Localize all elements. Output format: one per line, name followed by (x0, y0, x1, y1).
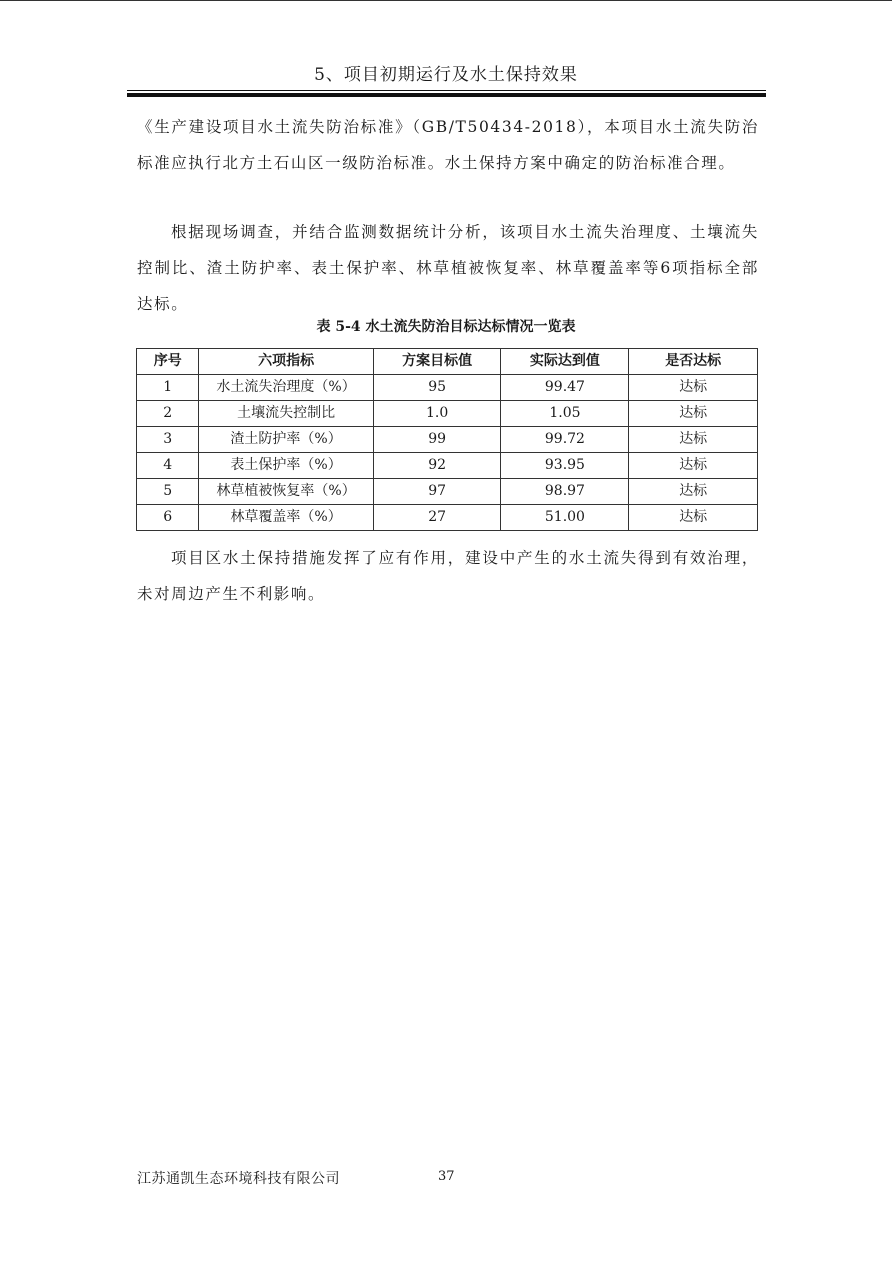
table-row (137, 453, 758, 479)
header-rule-thin (127, 90, 766, 91)
cell-actual: 93.95 (501, 453, 629, 479)
cell-status: 达标 (629, 427, 758, 453)
paragraph-standard: 《生产建设项目水土流失防治标准》（GB/T50434-2018），本项目水土流失防治标准应执行北方土石山区一级防治标准。水土保持方案中确定的防治标准合理。 (137, 118, 759, 172)
table-row (137, 479, 758, 505)
cell-indicator: 林草植被恢复率（%） (199, 479, 373, 505)
cell-indicator: 水土流失治理度（%） (199, 375, 373, 401)
cell-actual: 1.05 (501, 401, 629, 427)
cell-status: 达标 (629, 375, 758, 401)
cell-target: 99 (373, 427, 501, 453)
header-indicator: 六项指标 (199, 349, 373, 375)
cell-indicator: 渣土防护率（%） (199, 427, 373, 453)
header-no: 序号 (137, 349, 199, 375)
cell-indicator: 表土保护率（%） (199, 453, 373, 479)
table-row (137, 427, 758, 453)
cell-no: 1 (137, 375, 199, 401)
cell-target: 95 (373, 375, 501, 401)
cell-indicator: 林草覆盖率（%） (199, 505, 373, 531)
section-header-title: 5、项目初期运行及水土保持效果 (314, 65, 578, 85)
header-rule-thick (127, 93, 766, 97)
paragraph-survey-results: 根据现场调查，并结合监测数据统计分析，该项目水土流失治理度、土壤流失控制比、渣土防护率、表土保护率、林草植被恢复率、林草覆盖率等6项指标全部达标。 (137, 223, 759, 313)
cell-no: 5 (137, 479, 199, 505)
cell-no: 6 (137, 505, 199, 531)
cell-target: 97 (373, 479, 501, 505)
cell-status: 达标 (629, 401, 758, 427)
table-row (137, 401, 758, 427)
cell-indicator: 土壤流失控制比 (199, 401, 373, 427)
header-actual-value: 实际达到值 (501, 349, 629, 375)
cell-status: 达标 (629, 505, 758, 531)
cell-no: 2 (137, 401, 199, 427)
table-caption: 表 5-4 水土流失防治目标达标情况一览表 (316, 319, 576, 335)
cell-actual: 51.00 (501, 505, 629, 531)
cell-target: 1.0 (373, 401, 501, 427)
header-target-value: 方案目标值 (373, 349, 501, 375)
cell-actual: 99.72 (501, 427, 629, 453)
cell-no: 3 (137, 427, 199, 453)
footer-page-number: 37 (438, 1169, 455, 1184)
footer-company-name: 江苏通凯生态环境科技有限公司 (137, 1171, 340, 1187)
cell-target: 92 (373, 453, 501, 479)
cell-no: 4 (137, 453, 199, 479)
table-row (137, 375, 758, 401)
cell-status: 达标 (629, 479, 758, 505)
table-row (137, 505, 758, 531)
page-top-border (0, 0, 892, 1)
targets-table (136, 348, 758, 531)
cell-status: 达标 (629, 453, 758, 479)
cell-actual: 99.47 (501, 375, 629, 401)
header-status: 是否达标 (629, 349, 758, 375)
table-header-row (137, 349, 758, 375)
cell-actual: 98.97 (501, 479, 629, 505)
paragraph-conclusion: 项目区水土保持措施发挥了应有作用，建设中产生的水土流失得到有效治理，未对周边产生不利影响。 (137, 549, 759, 603)
cell-target: 27 (373, 505, 501, 531)
